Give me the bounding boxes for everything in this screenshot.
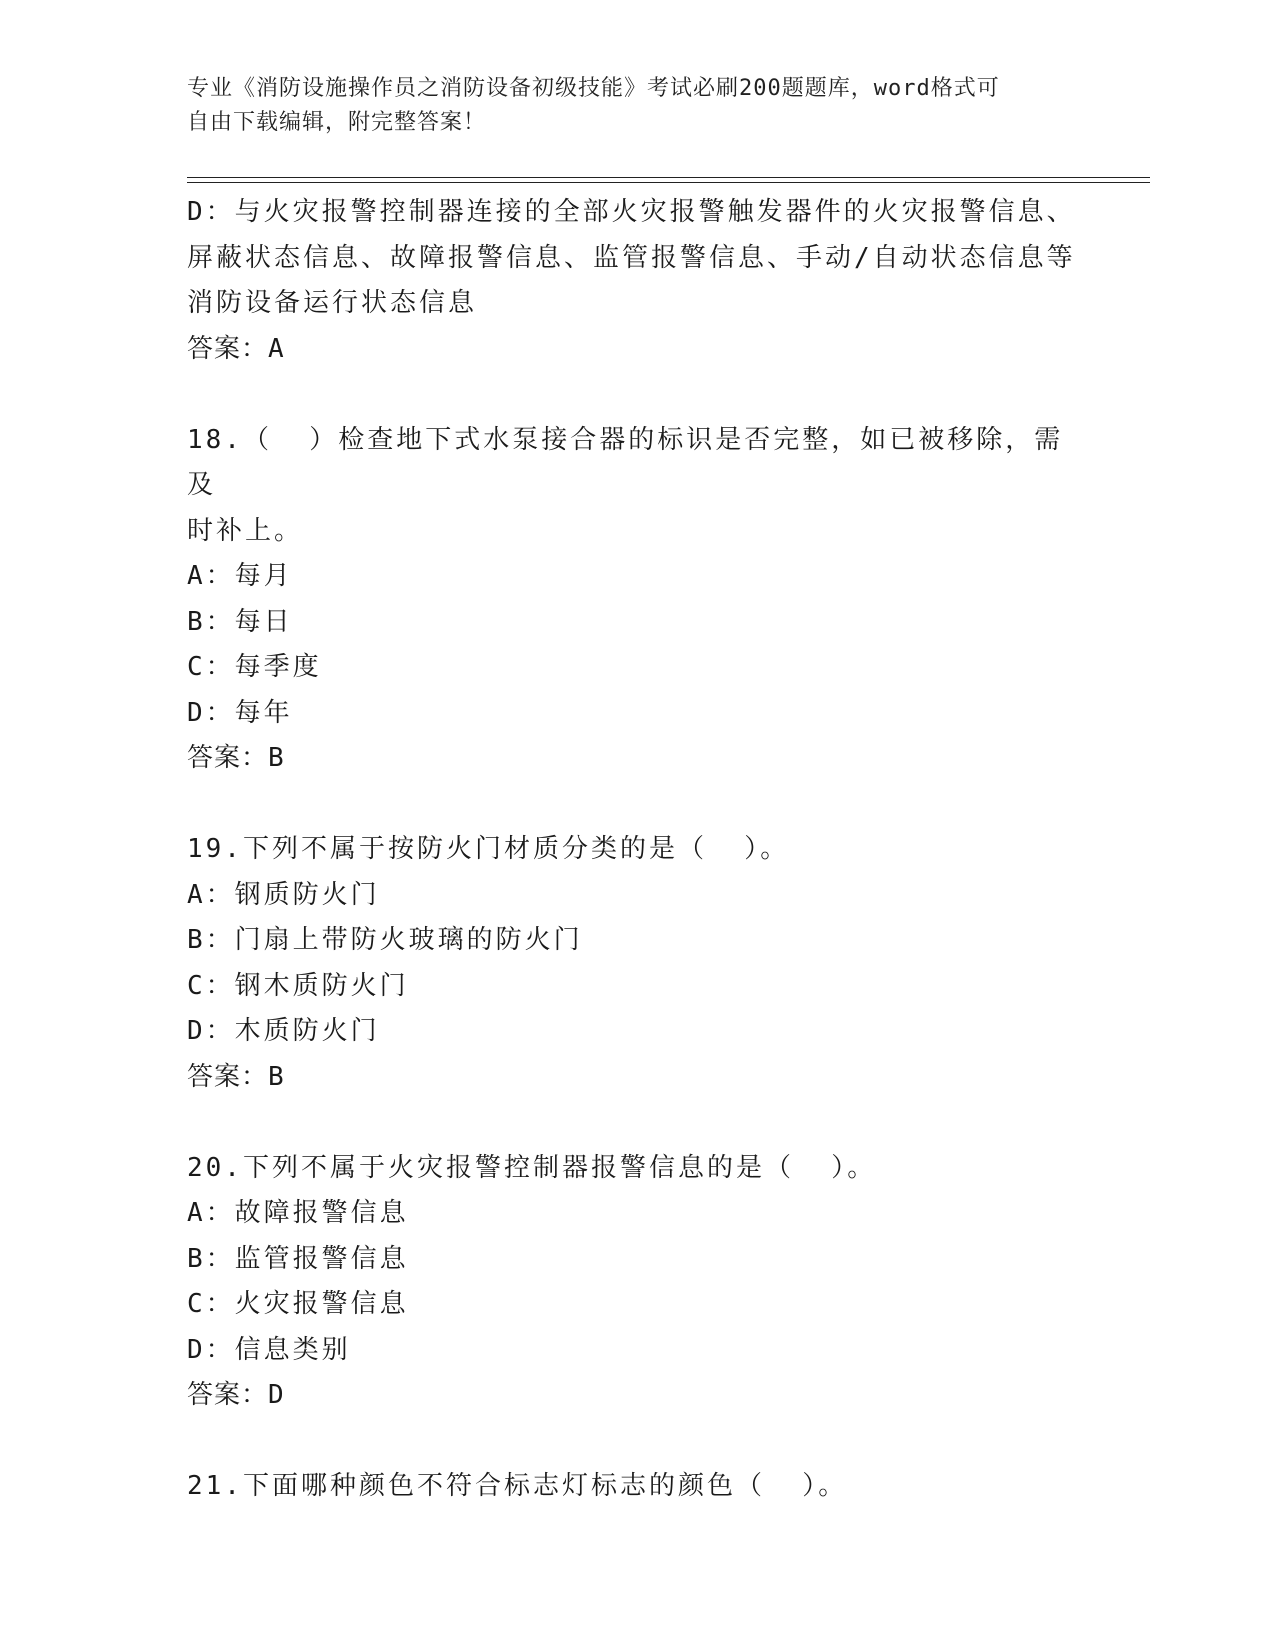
- option-b: B：每日: [187, 606, 293, 637]
- question-item: [187, 827, 1087, 1100]
- header-line-2: 自由下载编辑，附完整答案！: [187, 110, 487, 135]
- answer-text: 答案：B: [187, 1061, 285, 1092]
- question-item: [187, 418, 1087, 782]
- header-line-1: 专业《消防设施操作员之消防设备初级技能》考试必刷200题题库，word格式可: [187, 76, 1000, 101]
- document-header: [187, 72, 1067, 140]
- question-text: 19.下列不属于按防火门材质分类的是（ ）。: [187, 834, 790, 864]
- option-d: D：每年: [187, 697, 293, 728]
- question-text: 21.下面哪种颜色不符合标志灯标志的颜色（ ）。: [187, 1471, 848, 1501]
- question-item: [187, 1146, 1087, 1419]
- question-item: [187, 1464, 1087, 1510]
- option-c: C：每季度: [187, 652, 322, 682]
- option-a: A：故障报警信息: [187, 1198, 409, 1228]
- spacer: [187, 1419, 1087, 1465]
- option-a: A：每月: [187, 561, 293, 591]
- answer-text: 答案：B: [187, 743, 285, 773]
- spacer: [187, 1100, 1087, 1146]
- header-divider-top: [187, 177, 1150, 178]
- option-text: D：与火灾报警控制器连接的全部火灾报警触发器件的火灾报警信息、: [187, 197, 1076, 227]
- question-item: [187, 190, 1087, 372]
- option-b: B：门扇上带防火玻璃的防火门: [187, 925, 583, 955]
- option-text: 消防设备运行状态信息: [187, 288, 478, 318]
- answer-text: 答案：A: [187, 333, 285, 364]
- option-a: A：钢质防火门: [187, 879, 380, 910]
- question-list: [187, 190, 1087, 1510]
- option-c: C：火灾报警信息: [187, 1289, 409, 1319]
- question-text: 20.下列不属于火灾报警控制器报警信息的是（ ）。: [187, 1152, 877, 1183]
- question-text: 时补上。: [187, 515, 304, 546]
- option-b: B：监管报警信息: [187, 1243, 409, 1274]
- header-divider-bottom: [187, 182, 1150, 183]
- spacer: [187, 782, 1087, 828]
- option-c: C：钢木质防火门: [187, 970, 409, 1001]
- option-d: D：木质防火门: [187, 1016, 380, 1046]
- option-text: 屏蔽状态信息、故障报警信息、监管报警信息、手动/自动状态信息等: [187, 242, 1076, 273]
- option-d: D：信息类别: [187, 1334, 351, 1365]
- spacer: [187, 372, 1087, 418]
- question-text: 18.（ ）检查地下式水泵接合器的标识是否完整，如已被移除，需及: [187, 424, 1064, 500]
- answer-text: 答案：D: [187, 1380, 285, 1410]
